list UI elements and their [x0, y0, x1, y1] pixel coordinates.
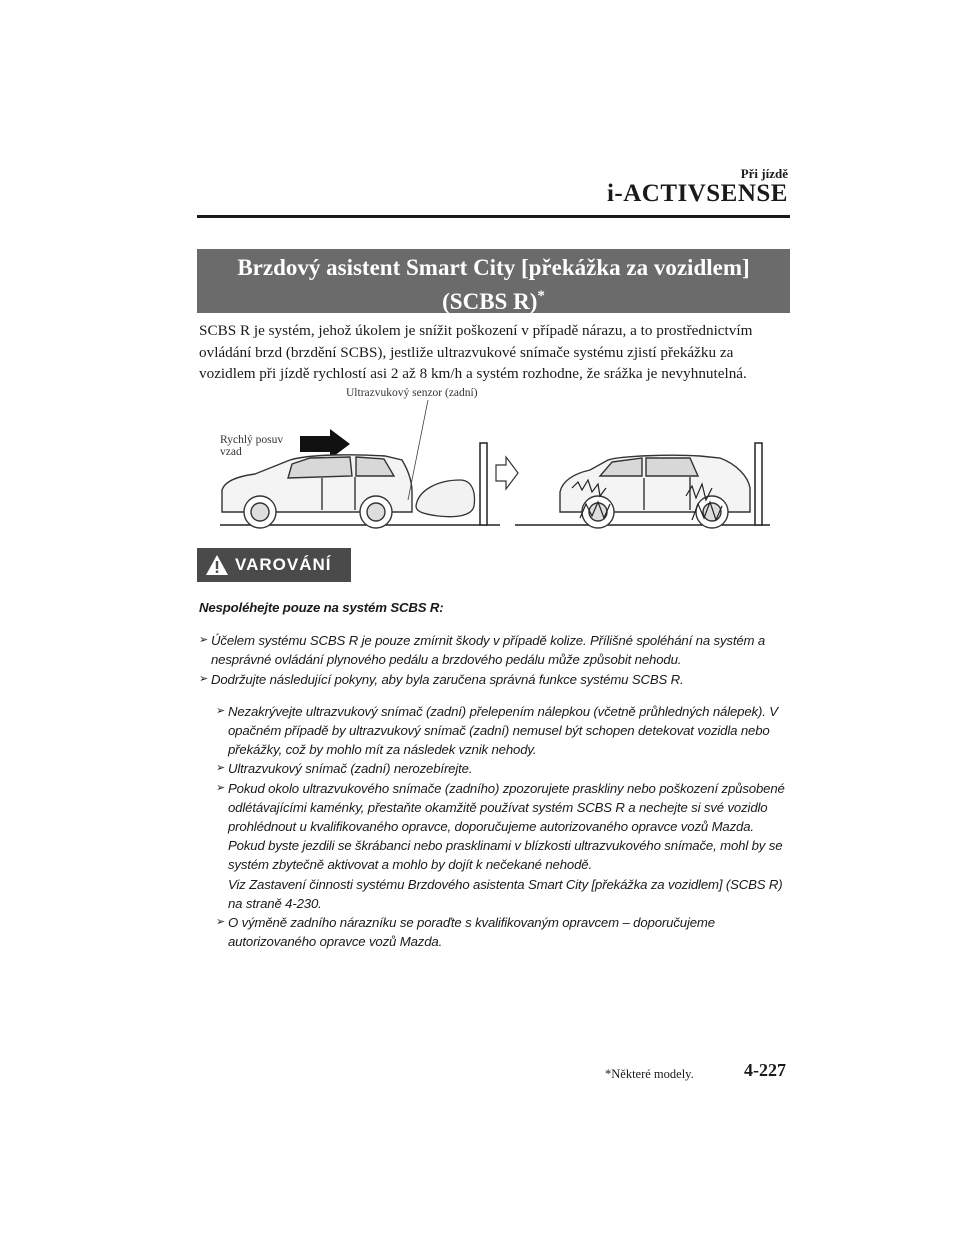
warning-body: [199, 598, 789, 951]
reverse-label-line2: vzad: [220, 446, 242, 458]
car-icon: [222, 455, 412, 528]
intro-paragraph: SCBS R je systém, jehož úkolem je snížit poškození v případě nárazu, a to prostřednictvím ovládání brzd (brzdění SCBS), jestliže ultrazvukové snímače systému zjistí překážku za vozidlem při jízdě rychlostí asi 2 až 8 km/h a systém rozhodne, že srážka je nevyhnutelná.: [199, 322, 753, 382]
bullet-arrow-icon: ➢: [216, 762, 226, 775]
sensor-wave-icon: [416, 480, 474, 517]
list-item: [216, 759, 789, 778]
bullet-arrow-icon: ➢: [216, 704, 226, 717]
header-rule: [197, 215, 790, 218]
arrow-right-icon: [496, 457, 518, 489]
list-item-text: Nezakrývejte ultrazvukový snímač (zadní) přelepením nálepkou (včetně průhledných nálepek). V opačném případě by ultrazvukový snímač (zadní) nemusel být schopen detekovat vozidla nebo překážky, což by mohlo mít za následek vznik nehody.: [228, 703, 778, 758]
reverse-label-line1: Rychlý posuv: [220, 434, 284, 446]
section-title: Při jízdě: [740, 166, 788, 181]
bullet-arrow-icon: ➢: [199, 634, 209, 647]
list-item: [216, 779, 789, 913]
list-item-text: Účelem systému SCBS R je pouze zmírnit škody v případě kolize. Přílišné spoléhání na systém a nesprávné ovládání plynového pedálu a brzdového pedálu může způsobit nehodu.: [211, 633, 766, 668]
topic-title-line1: Brzdový asistent Smart City [překážka za vozidlem]: [237, 255, 750, 280]
cross-reference: Viz Zastavení činnosti systému Brzdového asistenta Smart City [překážka za vozidlem] (SCBS R) na straně 4-230.: [228, 876, 783, 911]
list-item-text: Pokud okolo ultrazvukového snímače (zadního) zpozorujete praskliny nebo poškození způsobené odlétávajícími kaménky, přestaňte okamžitě používat systém SCBS R a nechejte si své vozidlo prohlédnout u kvalifikovaného opravce, doporučujeme autorizovaného opravce vozů Mazda. Pokud byste jezdili se škrábanci nebo prasklinami v blízkosti ultrazvukového snímače, mohl by se systém zbytečně aktivovat a mohlo by dojít k nečekané nehodě.: [228, 780, 785, 873]
warning-label: VAROVÁNÍ: [235, 555, 332, 574]
warning-triangle-icon: [205, 554, 229, 576]
topic-title-line2-wrap: [197, 282, 790, 316]
footnote: *Některé modely.: [605, 1067, 694, 1081]
warning-lead: Nespoléhejte pouze na systém SCBS R:: [199, 600, 444, 615]
car-icon: [560, 455, 750, 528]
obstacle-wall-icon: [480, 443, 487, 525]
sensor-label: Ultrazvukový senzor (zadní): [346, 387, 478, 399]
bullet-arrow-icon: ➢: [199, 672, 209, 685]
list-item: [199, 670, 789, 689]
list-item-text: O výměně zadního nárazníku se poraďte s kvalifikovaným opravcem – doporučujeme autorizovaného opravce vozů Mazda.: [228, 915, 715, 950]
list-item: [216, 913, 789, 951]
chapter-title: i-ACTIVSENSE: [606, 180, 788, 207]
obstacle-wall-icon: [755, 443, 762, 525]
list-item-text: Dodržujte následující pokyny, aby byla zaručena správná funkce systému SCBS R.: [211, 671, 684, 687]
page-number: 4-227: [744, 1060, 786, 1080]
reverse-label: [220, 434, 283, 458]
bullet-arrow-icon: ➢: [216, 916, 226, 929]
warning-badge: [197, 548, 351, 582]
sensor-leader-line: [408, 400, 428, 500]
topic-title-box: [197, 249, 790, 313]
illustration-drawing: [180, 380, 800, 540]
topic-title-line2: (SCBS R): [442, 289, 538, 314]
bullet-arrow-icon: ➢: [216, 781, 226, 794]
footnote-mark: *: [537, 288, 545, 304]
list-item: [199, 631, 789, 669]
list-item-text: Ultrazvukový snímač (zadní) nerozebírejte.: [228, 761, 473, 777]
illustration: [180, 380, 800, 540]
list-item: [216, 702, 789, 760]
